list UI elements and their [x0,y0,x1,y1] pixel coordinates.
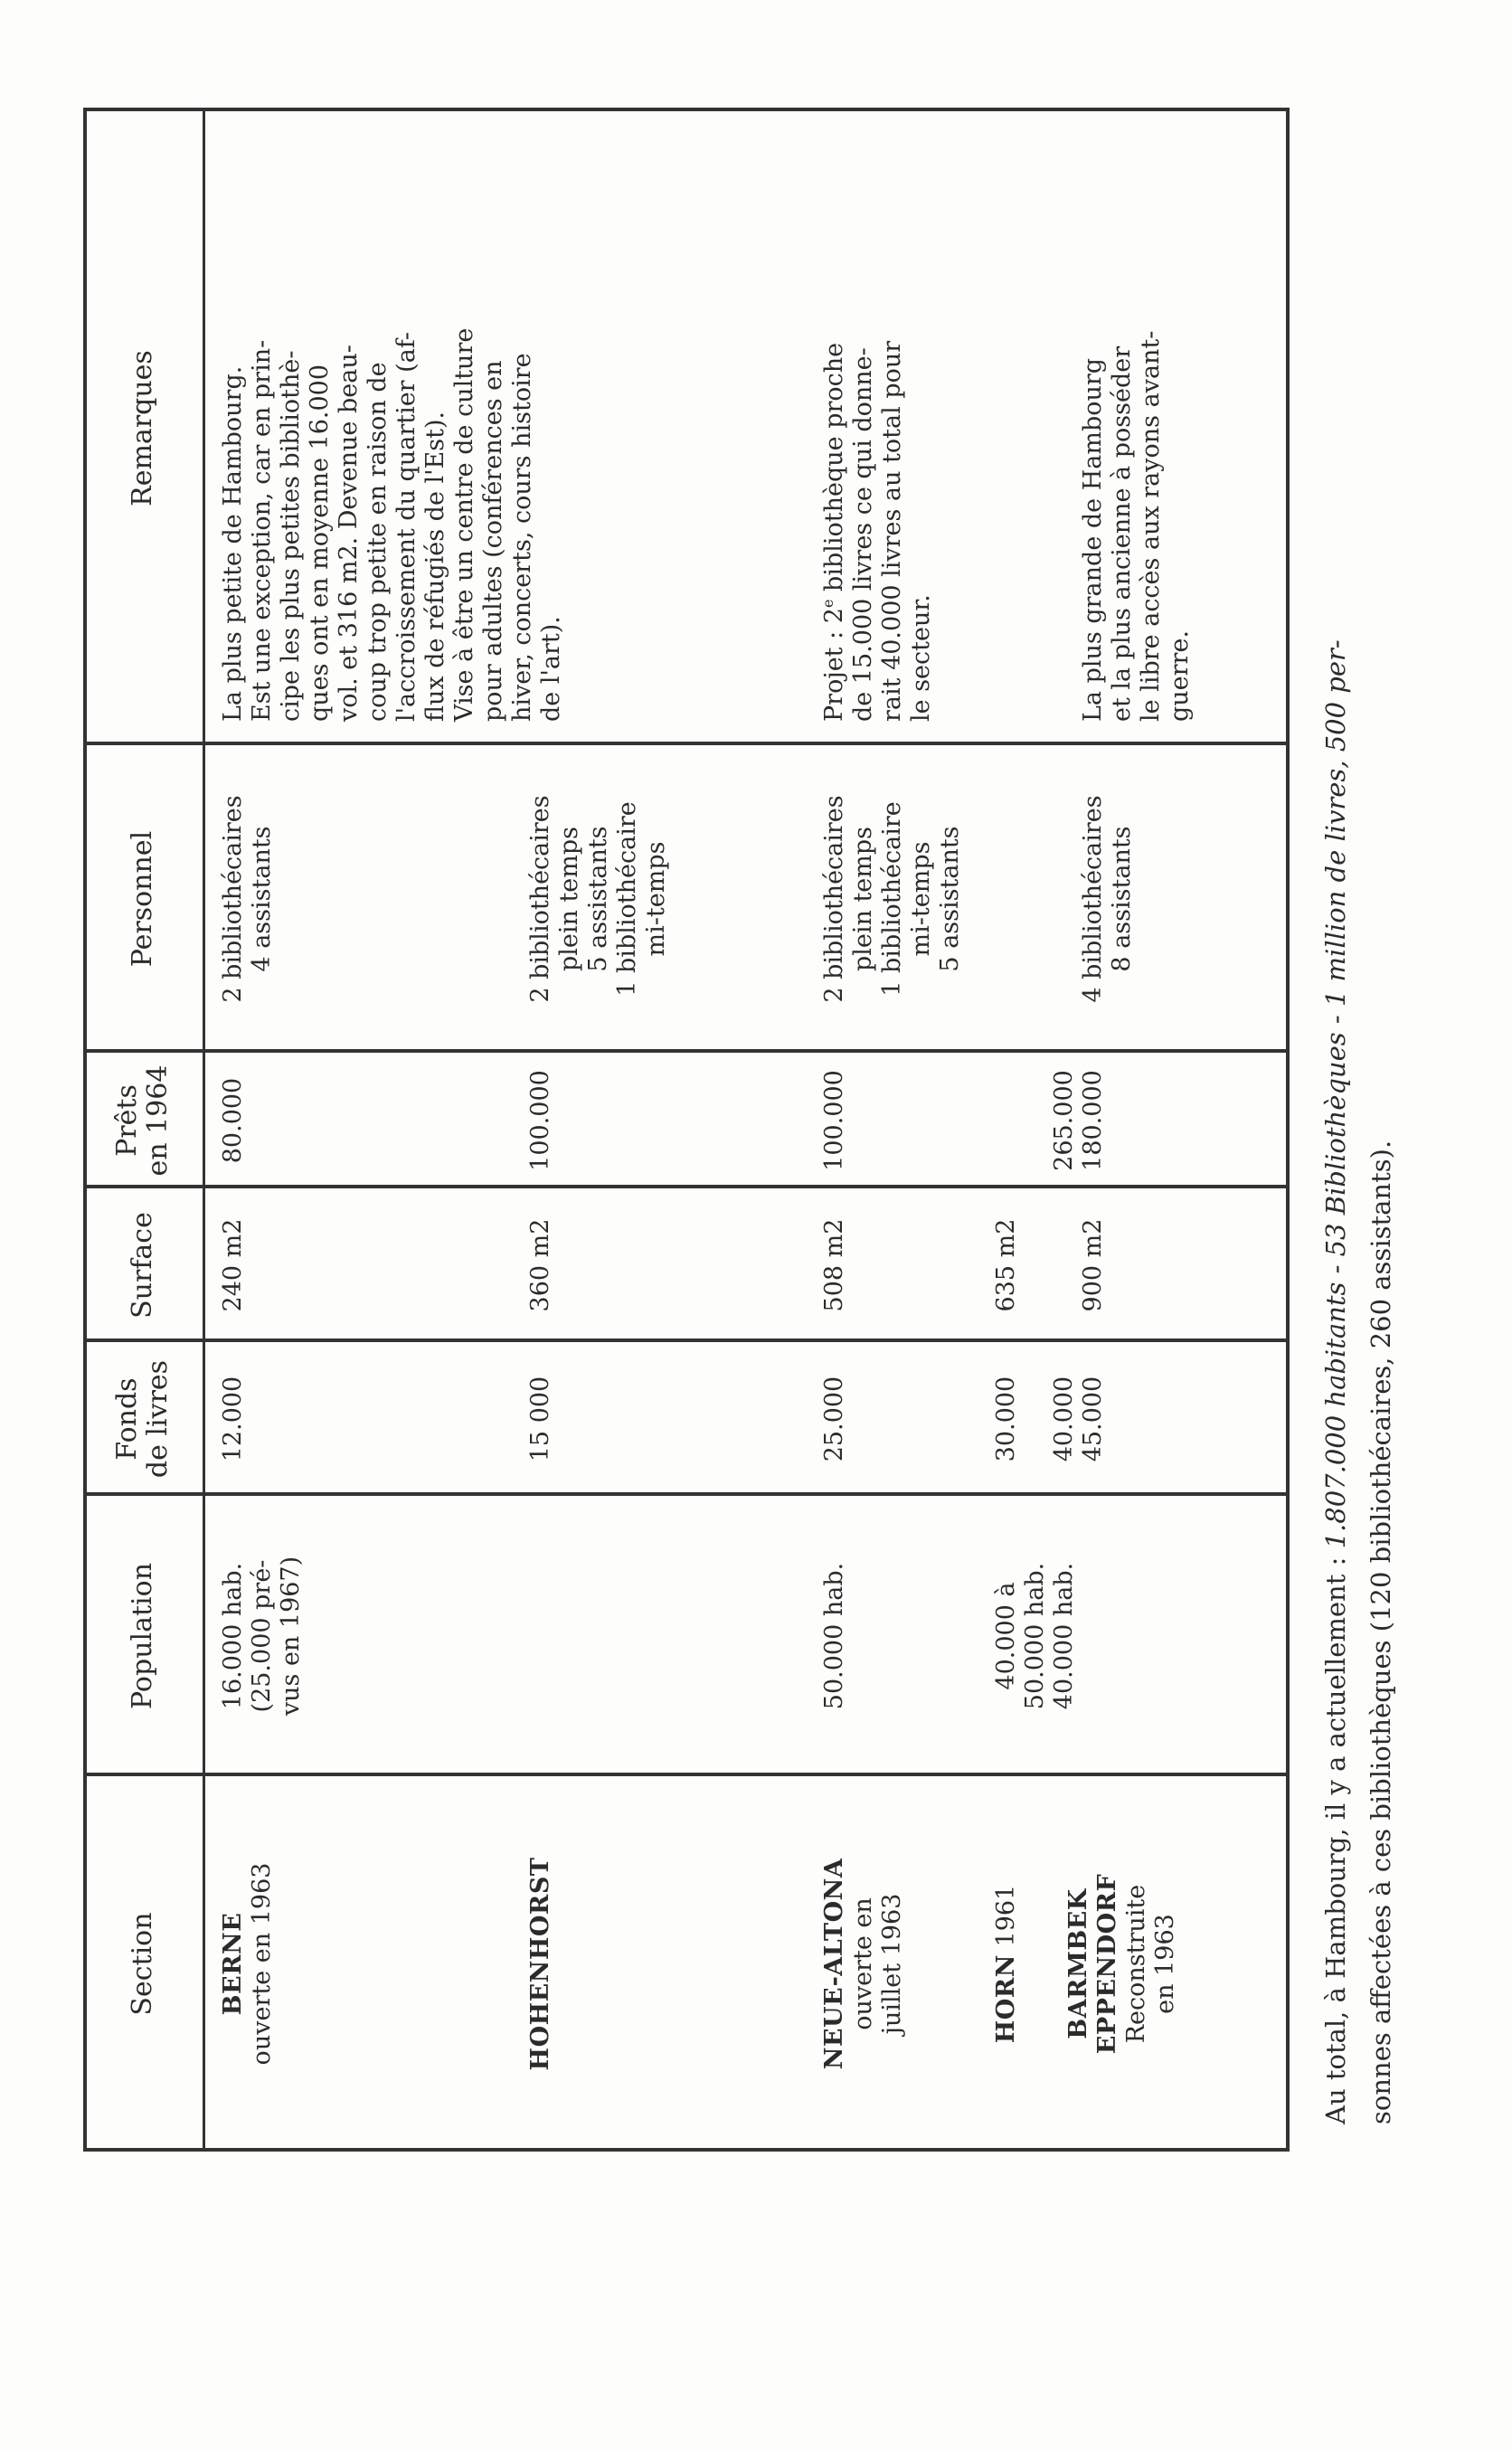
fonds-value: 30.000 [992,1376,1020,1462]
cell-section-barmbek-eppendorf [1064,1783,1180,2144]
surface-value: 508 m2 [820,1218,848,1312]
header-prets-line: en 1964 [142,1064,174,1177]
cell-surface-berne [219,1196,248,1335]
section-name: BARMBEK [1064,1888,1092,2039]
remark-line: La plus petite de Hambourg. [219,365,247,722]
summary-text-italic: 1.807.000 habitants - 53 Bibliothèques - 1 million de livres, 500 per- [1320,639,1351,1549]
remark-line: La plus grande de Hambourg [1079,357,1107,722]
section-name: HORN [992,1954,1020,2044]
remark-line: guerre. [1166,629,1194,722]
header-surface: Surface [127,1212,158,1319]
cell-fonds-hohenhorst [526,1349,555,1489]
remark-line: flux de réfugiés de l'Est). [421,411,449,722]
prets-value: 80.000 [219,1077,247,1164]
column-section [83,1776,1289,2152]
header-remarques: Remarques [127,350,158,506]
cell-fonds-barmbek-eppendorf [1050,1349,1108,1489]
header-section: Section [127,1912,158,2016]
population-value: 40.000 à [992,1582,1020,1690]
remark-line: vol. et 316 m2. Devenue beau- [335,345,363,722]
cell-fonds-neue-altona [820,1349,849,1489]
fonds-value: 45.000 [1079,1376,1107,1462]
cell-surface-barmbek [1079,1196,1108,1335]
fonds-value: 12.000 [219,1376,247,1462]
prets-value: 100.000 [526,1070,554,1171]
remark-line: hiver, concerts, cours histoire [508,353,536,722]
personnel-value: plein temps [555,826,583,972]
header-fonds-line: Fonds [111,1377,143,1461]
personnel-value: 4 assistants [248,826,276,972]
personnel-value: 4 bibliothécaires [1079,795,1107,1003]
cell-population-horn [992,1503,1050,1769]
cell-remarques-barmbek [1079,129,1195,722]
header-personnel: Personnel [127,830,158,968]
section-name: NEUE-ALTONA [820,1858,848,2070]
surface-value: 900 m2 [1079,1218,1107,1312]
population-value: 50.000 hab. [1021,1562,1049,1710]
prets-value: 180.000 [1079,1070,1107,1171]
section-name: EPPENDORF [1093,1873,1121,2055]
summary-note [1313,117,1403,2124]
cell-surface-hohenhorst [526,1196,555,1335]
population-value: 50.000 hab. [820,1562,848,1710]
population-value: (25.000 pré- [248,1559,276,1713]
cell-fonds-horn [992,1349,1021,1489]
cell-population-berne [219,1503,306,1769]
remark-line: l'accroissement du quartier (af- [392,332,421,722]
section-note: Reconstruite [1122,1884,1150,2044]
remark-text: Projet : 2 [820,608,848,722]
column-surface [83,1188,1289,1342]
remark-line: Est une exception, car en prin- [248,339,276,722]
cell-population-barmbek [1050,1503,1079,1769]
cell-section-horn [992,1783,1021,2144]
remark-line: rait 40.000 livres au total pour [878,340,906,722]
population-value: vus en 1967) [277,1556,305,1717]
cell-surface-horn [992,1196,1021,1335]
remark-line: ques ont en moyenne 16.000 [306,364,334,722]
summary-text: Au total, à Hambourg, il y a actuellement : [1320,1548,1351,2124]
surface-value: 635 m2 [992,1218,1020,1312]
personnel-value: 5 assistants [936,826,964,972]
remark-line: de l'art). [537,616,565,722]
personnel-value: 2 bibliothécaires [820,795,848,1003]
personnel-value: mi-temps [907,841,935,957]
hamburg-libraries-table [83,108,1289,2152]
personnel-value: 2 bibliothécaires [219,795,247,1003]
cell-remarques-hohenhorst [450,129,566,722]
cell-personnel-barmbek [1079,752,1137,1045]
population-value: 40.000 hab. [1050,1562,1078,1710]
cell-personnel-neue-altona [820,752,965,1045]
surface-value: 240 m2 [219,1218,247,1312]
section-name: BERNE [219,1912,247,2016]
column-prets [83,1053,1289,1188]
fonds-value: 15 000 [526,1376,554,1462]
header-fonds [83,1342,203,1496]
cell-remarques-berne [219,129,450,722]
cell-personnel-berne [219,752,277,1045]
section-note: juillet 1963 [878,1893,906,2035]
cell-prets-hohenhorst [526,1060,555,1181]
remark-text: bibliothèque proche [820,342,848,600]
cell-personnel-hohenhorst [526,752,671,1045]
personnel-value: 1 bibliothécaire [878,801,906,997]
remark-line: le libre accès aux rayons avant- [1137,330,1165,722]
personnel-value: mi-temps [642,841,670,957]
column-remarques [83,111,1289,745]
remark-line: cipe les plus petites bibliothè- [277,350,305,722]
prets-value: 100.000 [820,1070,848,1171]
cell-prets-barmbek-eppendorf [1050,1060,1108,1181]
personnel-value: 8 assistants [1108,826,1136,972]
remark-superscript: e [819,599,836,609]
cell-surface-neue-altona [820,1196,849,1335]
cell-section-hohenhorst [526,1783,555,2144]
fonds-value: 40.000 [1050,1376,1078,1462]
personnel-value: plein temps [849,826,877,972]
column-personnel [83,745,1289,1053]
cell-fonds-berne [219,1349,248,1489]
fonds-value: 25.000 [820,1376,848,1462]
personnel-value: 1 bibliothécaire [613,801,641,997]
section-note: ouverte en [849,1897,877,2030]
cell-prets-neue-altona [820,1060,849,1181]
remark-line: Vise à être un centre de culture [450,327,478,722]
cell-prets-berne [219,1060,248,1181]
column-fonds [83,1342,1289,1496]
header-prets-line: Prêts [111,1084,143,1157]
remark-line: coup trop petite en raison de [364,362,392,722]
remark-line: le secteur. [907,594,935,722]
cell-section-berne [219,1783,277,2144]
header-population: Population [127,1562,158,1710]
cell-section-neue-altona [820,1783,907,2144]
personnel-value: 2 bibliothécaires [526,795,554,1003]
remark-line: et la plus ancienne à posséder [1108,345,1136,722]
population-value: 16.000 hab. [219,1562,247,1710]
section-year: 1961 [992,1884,1020,1947]
header-fonds-line: de livres [142,1359,174,1479]
remark-line: de 15.000 livres ce qui donne- [849,347,877,722]
column-population [83,1496,1289,1776]
section-note: ouverte en 1963 [248,1862,276,2066]
remark-line: pour adultes (conférences en [479,360,507,722]
cell-remarques-neue-altona [820,129,936,722]
section-name: HOHENHORST [526,1857,554,2071]
prets-value: 265.000 [1050,1070,1078,1171]
summary-text: sonnes affectées à ces bibliothèques (120 bibliothécaires, 260 assistants). [1366,1140,1396,2124]
personnel-value: 5 assistants [584,826,612,972]
cell-population-neue-altona [820,1503,849,1769]
header-prets [83,1053,203,1188]
surface-value: 360 m2 [526,1218,554,1312]
section-note: en 1963 [1151,1914,1179,2014]
